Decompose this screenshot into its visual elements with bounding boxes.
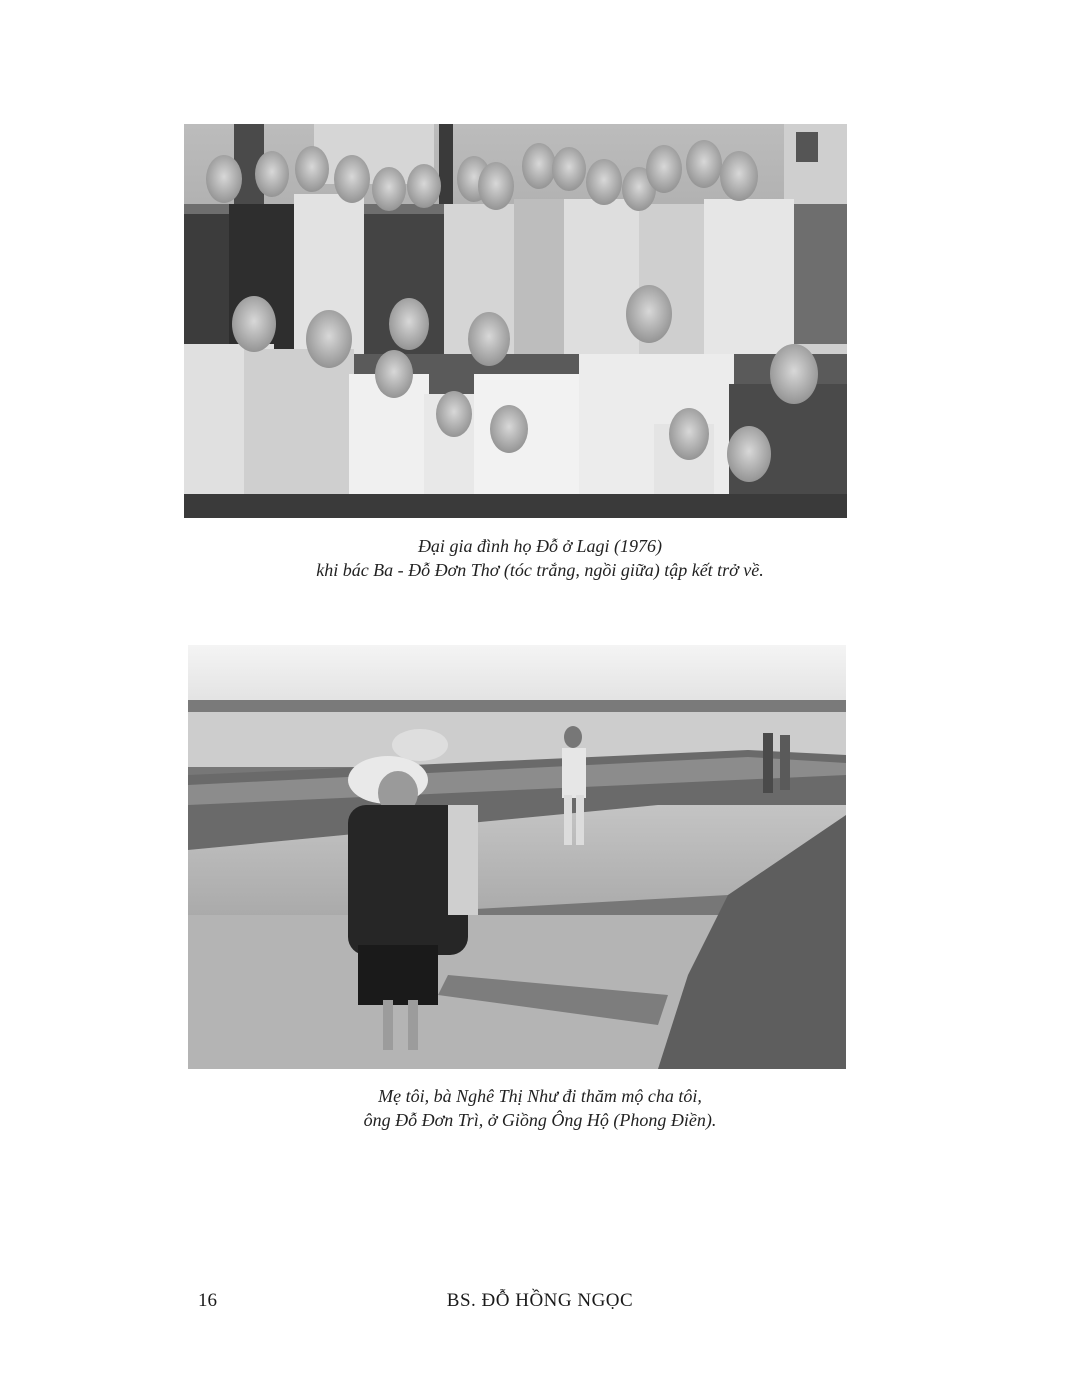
field-walk-photo (188, 645, 846, 1069)
figure-caption (0, 534, 1080, 582)
family-group-photo (184, 124, 847, 518)
page-number: 16 (198, 1290, 217, 1311)
caption-line: khi bác Ba - Đỗ Đơn Thơ (tóc trắng, ngồi giữa) tập kết trở về. (316, 560, 764, 580)
running-header: BS. ĐỖ HỒNG NGỌC (446, 1290, 634, 1311)
caption-line: Đại gia đình họ Đỗ ở Lagi (1976) (417, 536, 663, 556)
figure-caption (0, 1084, 1080, 1132)
caption-line: Mẹ tôi, bà Nghê Thị Như đi thăm mộ cha tôi, (378, 1086, 702, 1106)
caption-line: ông Đỗ Đơn Trì, ở Giồng Ông Hộ (Phong Điền). (363, 1110, 717, 1130)
